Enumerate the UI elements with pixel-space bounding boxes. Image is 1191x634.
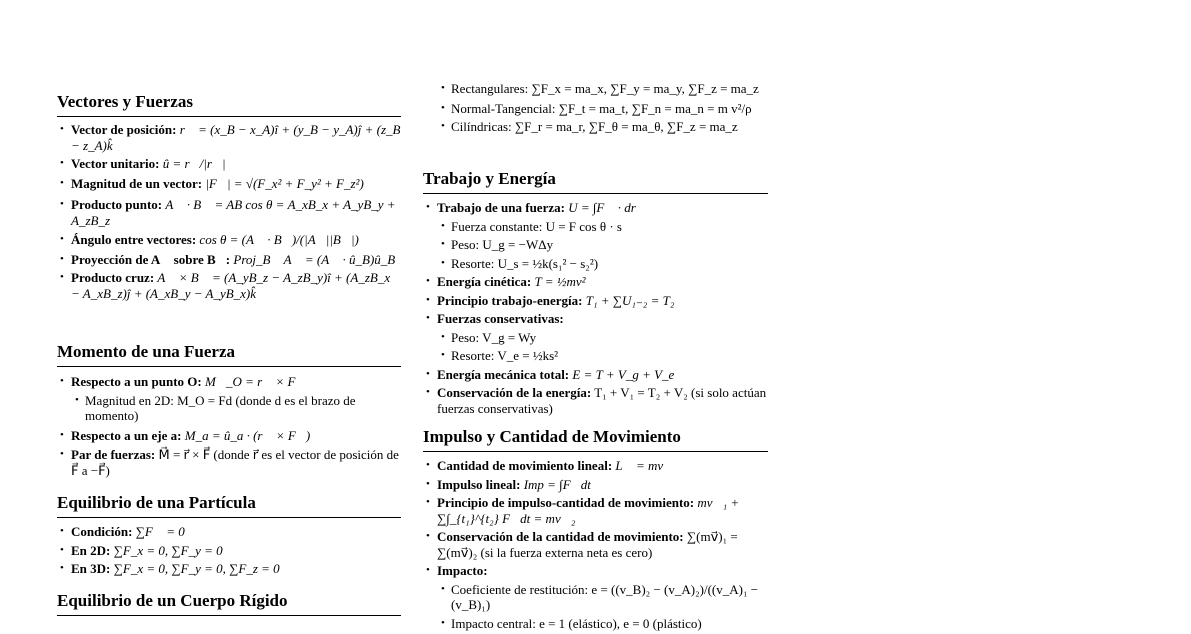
list-item: • Conservación de la cantidad de movimiento: ∑(mv⃗)₁ = ∑(mv⃗)₂ (si la fuerza externa neta es cero) bbox=[423, 529, 768, 560]
list-item: • Rectangulares: ∑F_x = ma_x, ∑F_y = ma_y, ∑F_z = ma_z bbox=[423, 81, 768, 97]
list-item: • Peso: V_g = Wy bbox=[423, 330, 768, 346]
section-title-trabajo: Trabajo y Energía bbox=[423, 169, 768, 194]
list-item: • Resorte: V_e = ½ks² bbox=[423, 348, 768, 364]
list-item: • Fuerzas conservativas: bbox=[423, 311, 768, 327]
section-title-impulso: Impulso y Cantidad de Movimiento bbox=[423, 427, 768, 452]
list-impulso bbox=[423, 458, 768, 634]
list-item: • Normal-Tangencial: ∑F_t = ma_t, ∑F_n = ma_n = m v²/ρ bbox=[423, 101, 768, 117]
list-item: • Respecto a un eje a: M_a = û_a · (r⃗ × F⃗) bbox=[57, 428, 401, 444]
list-item: • Cantidad de movimiento lineal: L⃗ = mv⃗ bbox=[423, 458, 768, 474]
list-item: • Impacto central: e = 1 (elástico), e = 0 (plástico) bbox=[423, 616, 768, 632]
list-vectores bbox=[57, 122, 401, 304]
list-item: • Principio trabajo-energía: T₁ + ∑U₁₋₂ = T₂ bbox=[423, 293, 768, 309]
list-item: • Fuerza constante: U = F cos θ · s bbox=[423, 219, 768, 235]
list-item: • Coeficiente de restitución: e = ((v_B)₂ − (v_A)₂)/((v_A)₁ − (v_B)₁) bbox=[423, 582, 768, 613]
list-item: • Vector unitario: û = r⃗/|r⃗| bbox=[57, 156, 401, 172]
list-item: • Proyección de A⃗ sobre B⃗: Proj_B⃗ A⃗ = (A⃗ · û_B)û_B bbox=[57, 252, 401, 268]
list-item: • En 3D: ∑F_x = 0, ∑F_y = 0, ∑F_z = 0 bbox=[57, 561, 401, 577]
list-item: • Impacto: bbox=[423, 563, 768, 579]
list-item: • Producto punto: A⃗ · B⃗ = AB cos θ = A_xB_x + A_yB_y + A_zB_z bbox=[57, 197, 401, 228]
list-momento bbox=[57, 374, 401, 481]
list-item: • Impulso lineal: Imp = ∫F⃗dt bbox=[423, 477, 768, 493]
list-item: • Condición: ∑F⃗ = 0⃗ bbox=[57, 524, 401, 540]
list-item: • Principio de impulso-cantidad de movimiento: mv⃗₁ + ∑∫_{t₁}^{t₂} F⃗dt = mv⃗₂ bbox=[423, 495, 768, 526]
section-title-momento: Momento de una Fuerza bbox=[57, 342, 401, 367]
list-item: • Conservación de la energía: T₁ + V₁ = T₂ + V₂ (si solo actúan fuerzas conservativas) bbox=[423, 385, 768, 416]
list-item: • Energía cinética: T = ½mv² bbox=[423, 274, 768, 290]
list-item: • Energía mecánica total: E = T + V_g + V_e bbox=[423, 367, 768, 383]
list-item: • Producto cruz: A⃗ × B⃗ = (A_yB_z − A_zB_y)î + (A_zB_x − A_xB_z)ĵ + (A_xB_y − A_yB_x)k̂ bbox=[57, 270, 401, 301]
list-item: • Resorte: U_s = ½k(s₁² − s₂²) bbox=[423, 256, 768, 272]
list-item: • Par de fuerzas: M⃗ = r⃗ × F⃗ (donde r⃗ es el vector de posición de F⃗ a −F⃗) bbox=[57, 447, 401, 478]
list-item: • Vector de posición: r⃗ = (x_B − x_A)î + (y_B − y_A)ĵ + (z_B − z_A)k̂ bbox=[57, 122, 401, 153]
section-title-vectores: Vectores y Fuerzas bbox=[57, 92, 401, 117]
section-title-equilibrio-rigido: Equilibrio de un Cuerpo Rígido bbox=[57, 591, 401, 616]
list-item: • Respecto a un punto O: M⃗_O = r⃗ × F⃗ bbox=[57, 374, 401, 390]
list-item: • Magnitud en 2D: M_O = Fd (donde d es el brazo de momento) bbox=[57, 393, 401, 424]
list-item: • Peso: U_g = −WΔy bbox=[423, 237, 768, 253]
list-item: • Cilíndricas: ∑F_r = ma_r, ∑F_θ = ma_θ, ∑F_z = ma_z bbox=[423, 119, 768, 135]
section-title-equilibrio-particula: Equilibrio de una Partícula bbox=[57, 493, 401, 518]
list-trabajo bbox=[423, 200, 768, 419]
list-item: • Trabajo de una fuerza: U = ∫F⃗ · dr⃗ bbox=[423, 200, 768, 216]
list-newton-componentes bbox=[423, 81, 768, 138]
list-item: • Ángulo entre vectores: cos θ = (A⃗ · B⃗)/(|A⃗||B⃗|) bbox=[57, 232, 401, 248]
list-item: • En 2D: ∑F_x = 0, ∑F_y = 0 bbox=[57, 543, 401, 559]
list-equilibrio-particula bbox=[57, 524, 401, 580]
list-item: • Magnitud de un vector: |F⃗| = √(F_x² + F_y² + F_z²) bbox=[57, 176, 401, 192]
